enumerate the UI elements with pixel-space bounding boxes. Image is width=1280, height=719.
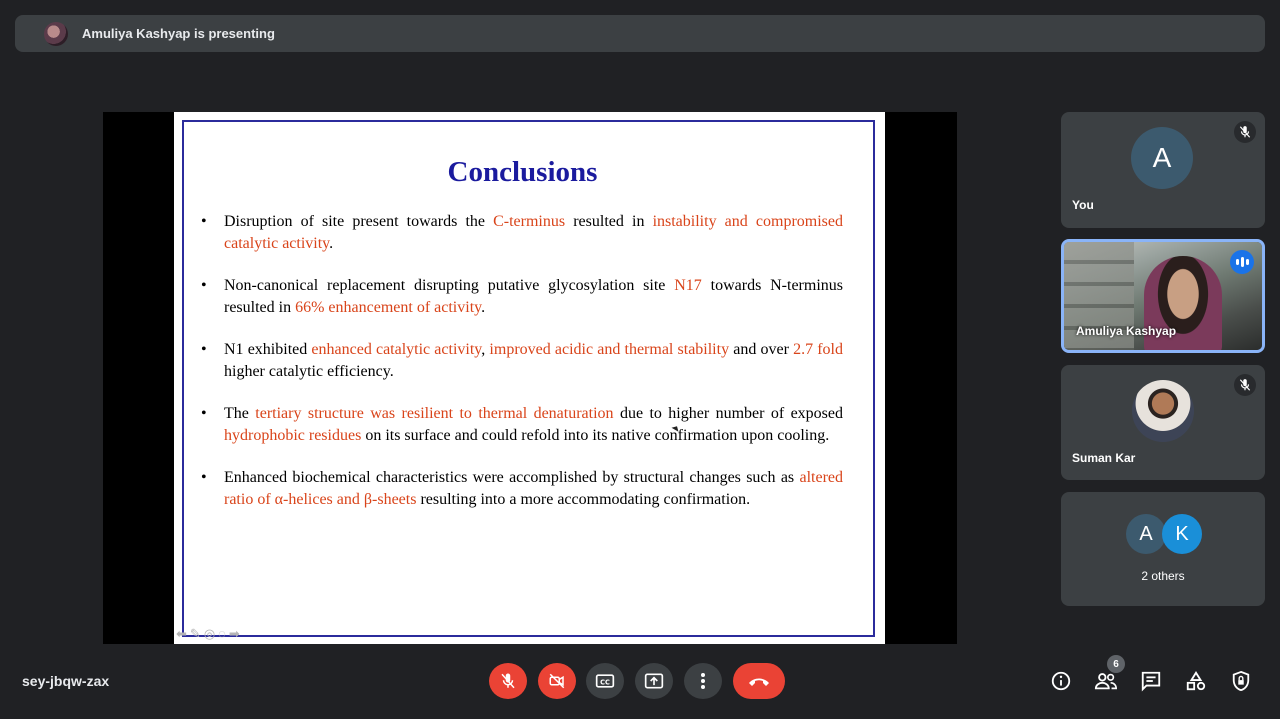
bullet-item	[199, 339, 843, 382]
bullet-list	[199, 211, 843, 531]
participant-tile-you[interactable]	[1061, 112, 1265, 228]
participant-name: You	[1072, 198, 1094, 212]
people-icon	[1094, 671, 1118, 691]
presenter-figure	[1144, 256, 1222, 353]
leave-call-button[interactable]	[733, 663, 785, 699]
hang-up-icon	[747, 675, 771, 687]
presenting-banner	[15, 15, 1265, 52]
more-options-button[interactable]	[684, 663, 722, 699]
slide-title: Conclusions	[447, 156, 598, 188]
chat-button[interactable]	[1139, 669, 1163, 693]
bullet-item	[199, 403, 843, 446]
info-icon	[1050, 670, 1072, 692]
bullet-text: on its surface and could refold into its native confirmation upon cooling.	[361, 426, 830, 444]
zoom-icon: ◌	[218, 626, 226, 641]
mic-off-icon	[499, 672, 517, 690]
highlighted-text: improved acidic and thermal stability	[489, 341, 730, 358]
avatar	[1132, 380, 1194, 442]
bullet-text: resulting into a more accommodating confirmation.	[416, 490, 751, 508]
bullet-text: and over	[729, 341, 794, 358]
camera-toggle-button[interactable]	[538, 663, 576, 699]
highlighted-text: N17	[674, 277, 702, 294]
highlighted-text: C-terminus	[493, 213, 566, 230]
people-count-badge: 6	[1107, 655, 1125, 673]
pen-icon: ✎	[189, 626, 201, 641]
captions-icon	[595, 673, 615, 689]
present-now-button[interactable]	[635, 663, 673, 699]
avatar: A	[1126, 514, 1166, 554]
speaking-indicator-icon	[1230, 250, 1254, 274]
shield-lock-icon	[1231, 670, 1251, 692]
bullet-text: higher catalytic efficiency.	[224, 362, 394, 380]
svg-text:CC: CC	[600, 678, 610, 687]
shared-screen	[103, 112, 957, 644]
camera-off-icon	[547, 672, 567, 690]
activities-button[interactable]	[1184, 669, 1208, 693]
highlighted-text: altered ratio of α-helices and β-sheets	[224, 469, 843, 508]
present-icon	[644, 672, 664, 690]
prev-arrow-icon: ⬅	[176, 626, 187, 641]
bullet-text: Enhanced biochemical characteristics were accomplished by structural changes such as	[224, 469, 800, 486]
meeting-code: sey-jbqw-zax	[22, 673, 110, 689]
captions-button[interactable]	[586, 663, 624, 699]
bullet-text: towards N-terminus resulted in	[224, 277, 843, 316]
more-icon	[700, 672, 706, 690]
highlighted-text: hydrophobic residues	[224, 426, 362, 444]
presenting-text: Amuliya Kashyap is presenting	[82, 26, 275, 41]
bullet-text: The	[224, 405, 256, 422]
slide-border	[182, 120, 875, 637]
bullet-item	[199, 275, 843, 318]
slide-navigation	[176, 626, 240, 642]
bullet-item	[199, 211, 843, 254]
menu-icon: ◎	[203, 626, 216, 641]
mic-toggle-button[interactable]	[489, 663, 527, 699]
chat-icon	[1140, 670, 1162, 692]
bullet-text: Disruption of site present towards the	[224, 213, 494, 230]
next-arrow-icon: ➡	[228, 626, 240, 641]
participant-name: Suman Kar	[1072, 451, 1136, 465]
participant-tile-others[interactable]	[1061, 492, 1265, 606]
highlighted-text: 66% enhancement of activity	[295, 298, 482, 316]
highlighted-text: tertiary structure was resilient to thermal denaturation	[255, 405, 614, 422]
bullet-text: .	[481, 298, 486, 316]
bullet-text: .	[329, 234, 334, 252]
participant-tile-suman[interactable]	[1061, 365, 1265, 480]
mic-off-icon	[1234, 121, 1256, 143]
bullet-item	[199, 467, 843, 510]
highlighted-text: instability and compromised catalytic activity	[224, 213, 843, 252]
meeting-details-button[interactable]	[1049, 669, 1073, 693]
host-controls-button[interactable]	[1229, 669, 1253, 693]
highlighted-text: enhanced catalytic activity	[311, 341, 482, 358]
others-label: 2 others	[1141, 569, 1185, 583]
participant-name: Amuliya Kashyap	[1076, 324, 1177, 338]
bullet-text: ,	[481, 341, 490, 358]
presenter-avatar	[44, 22, 68, 46]
highlighted-text: 2.7 fold	[793, 341, 844, 358]
participant-tile-presenter[interactable]	[1061, 239, 1265, 353]
bullet-text: due to higher number of exposed	[613, 405, 844, 422]
bullet-text: resulted in	[565, 213, 653, 230]
presentation-slide	[174, 112, 885, 644]
activities-icon	[1185, 670, 1207, 692]
mic-off-icon	[1234, 374, 1256, 396]
bullet-text: N1 exhibited	[224, 341, 312, 358]
avatar: A	[1131, 127, 1193, 189]
avatar: K	[1162, 514, 1202, 554]
bullet-text: Non-canonical replacement disrupting putative glycosylation site	[224, 277, 675, 294]
